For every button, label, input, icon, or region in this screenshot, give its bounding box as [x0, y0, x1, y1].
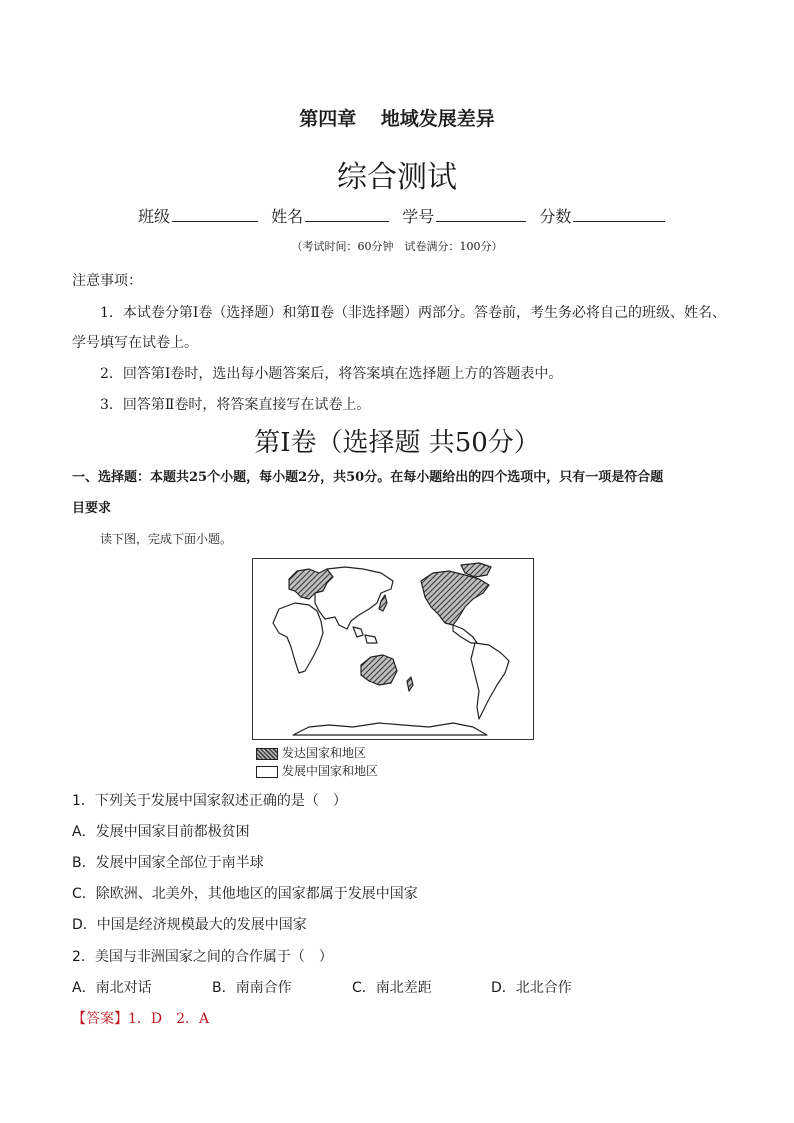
student-id-blank[interactable] — [436, 207, 526, 222]
question-2-stem: 2．美国与非洲国家之间的合作属于（ ） — [72, 949, 333, 965]
class-blank[interactable] — [172, 207, 258, 222]
q2-option-d[interactable]: D．北北合作 — [491, 980, 572, 996]
hatched-swatch — [256, 748, 278, 760]
answer-tag: 【答案】 — [72, 1011, 128, 1027]
score-blank[interactable] — [573, 207, 665, 222]
south-america-shape — [471, 643, 509, 719]
q1-option-a[interactable]: A．发展中国家目前都极贫困 — [72, 824, 250, 840]
africa-shape — [273, 603, 323, 673]
note-item-1: 1．本试卷分第Ⅰ卷（选择题）和第Ⅱ卷（非选择题）两部分。答卷前，考生务必将自己的班级、姓名、 — [100, 305, 726, 321]
q2-option-c[interactable]: C．南北差距 — [352, 980, 432, 996]
q1-option-c[interactable]: C．除欧洲、北美外，其他地区的国家都属于发展中国家 — [72, 886, 418, 902]
answer-line — [72, 1008, 209, 1028]
note-item-1-cont: 学号填写在试卷上。 — [72, 335, 198, 351]
new-zealand-shape — [407, 677, 413, 691]
student-info-fields — [138, 204, 673, 227]
legend-item-developing — [256, 762, 378, 779]
note-item-2: 2．回答第Ⅰ卷时，选出每小题答案后，将答案填在选择题上方的答题表中。 — [100, 366, 563, 382]
q1-option-d[interactable]: D．中国是经济规模最大的发展中国家 — [72, 917, 307, 933]
se-asia-islands-2 — [365, 635, 377, 643]
chapter-heading: 第四章 地域发展差异 — [299, 108, 495, 130]
legend-label-developing: 发展中国家和地区 — [282, 764, 379, 778]
name-blank[interactable] — [305, 207, 389, 222]
name-label: 姓名 — [271, 207, 304, 226]
exam-info: （考试时间：60分钟 试卷满分：100分） — [291, 240, 503, 253]
question-1-stem: 1．下列关于发展中国家叙述正确的是（ ） — [72, 793, 347, 809]
legend-label-developed: 发达国家和地区 — [282, 746, 367, 760]
answer-value: 1．D 2．A — [128, 1011, 210, 1027]
world-map-graphic — [253, 559, 533, 739]
central-america-shape — [453, 625, 477, 643]
q1-option-b[interactable]: B．发展中国家全部位于南半球 — [72, 855, 264, 871]
read-prompt: 读下图，完成下面小题。 — [100, 532, 233, 546]
antarctica-shape — [293, 723, 487, 735]
class-label: 班级 — [138, 207, 171, 226]
q2-option-b[interactable]: B．南南合作 — [212, 980, 292, 996]
section-instructions: 一、选择题：本题共25个小题，每小题2分，共50分。在每小题给出的四个选项中，只有一项是符合题 — [72, 470, 664, 485]
q2-option-a[interactable]: A．南北对话 — [72, 980, 152, 996]
score-label: 分数 — [539, 207, 572, 226]
blank-swatch — [256, 766, 278, 778]
japan-shape — [379, 595, 387, 611]
australia-shape — [361, 655, 397, 685]
note-item-3: 3．回答第Ⅱ卷时，将答案直接写在试卷上。 — [100, 397, 371, 413]
north-america-shape — [421, 571, 489, 625]
volume-title: 第Ⅰ卷（选择题 共50分） — [254, 428, 540, 458]
page-title: 综合测试 — [337, 160, 457, 195]
student-id-label: 学号 — [402, 207, 435, 226]
legend-item-developed — [256, 744, 366, 761]
notes-heading: 注意事项： — [72, 273, 142, 289]
world-map — [252, 558, 534, 740]
section-instructions-cont: 目要求 — [72, 501, 112, 516]
se-asia-islands — [353, 627, 363, 637]
